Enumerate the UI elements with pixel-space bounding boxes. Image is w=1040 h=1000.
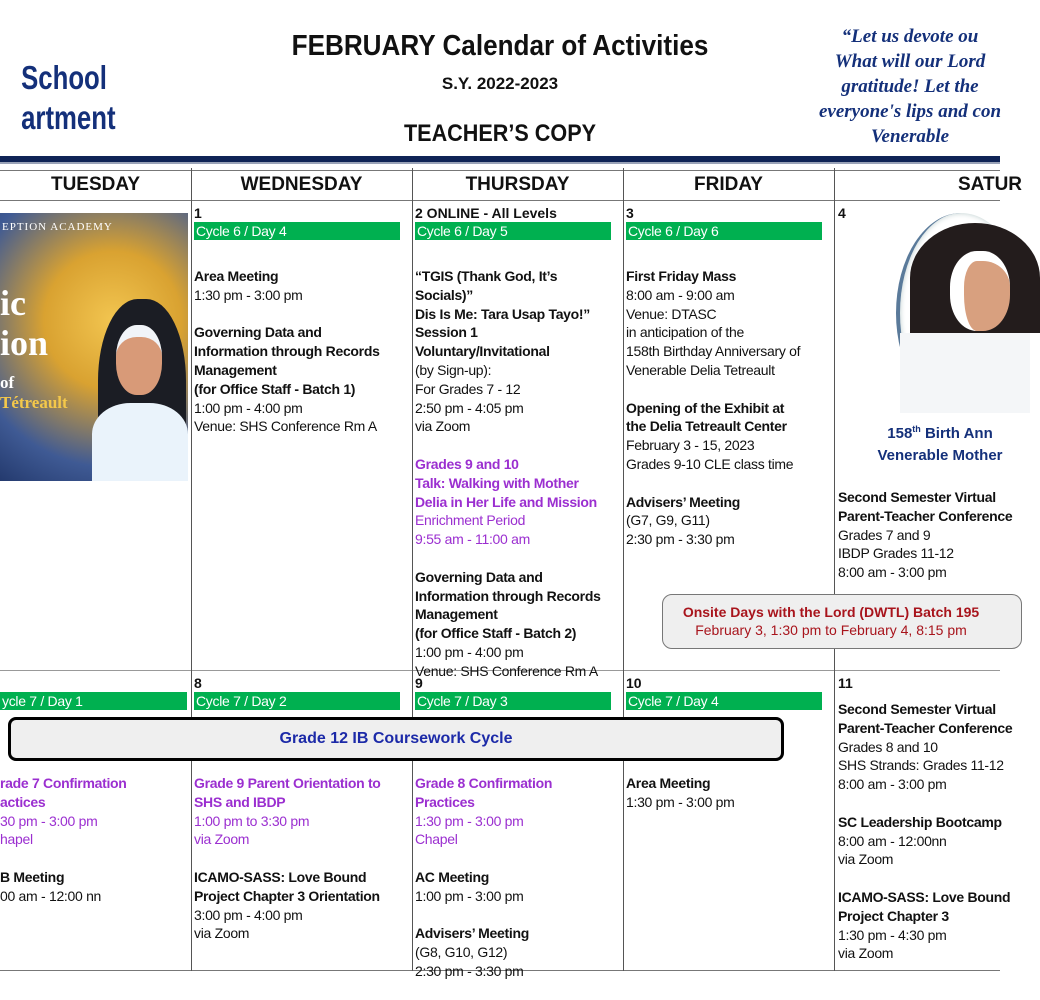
day-header-wednesday: WEDNESDAY <box>240 174 363 195</box>
day-header-friday: FRIDAY <box>694 174 763 195</box>
event-line: Advisers’ Meeting <box>415 925 529 942</box>
event-line: Area Meeting <box>194 268 279 284</box>
school-line: School <box>21 59 107 96</box>
event-line: (G8, G10, G12) <box>415 944 508 961</box>
event-line: 2:30 pm - 3:30 pm <box>626 531 735 548</box>
quote-line: What will our Lord <box>834 51 986 72</box>
event-line: (G7, G9, G11) <box>626 512 710 529</box>
quote-line: everyone's lips and con <box>818 101 1002 122</box>
event-line: “TGIS (Thank God, It’s <box>415 268 558 284</box>
event-line: 8:00 am - 3:00 pm <box>838 564 947 581</box>
day-header-tuesday: TUESDAY <box>50 174 141 195</box>
portrait-face <box>950 251 1010 331</box>
cycle-day-bar: Cycle 7 / Day 4 <box>626 692 822 710</box>
poster-sub-line: Tétreault <box>0 393 68 412</box>
event-line: Talk: Walking with Mother <box>415 474 579 491</box>
event-line: SHS Strands: Grades 11-12 <box>838 757 1004 774</box>
dwtl-banner <box>662 594 1022 649</box>
cycle-day-bar: Cycle 6 / Day 6 <box>626 222 822 240</box>
event-list <box>415 774 552 981</box>
birth-anniversary-caption <box>840 418 1040 467</box>
calendar-day-cell <box>194 204 410 435</box>
event-list <box>0 774 127 906</box>
grid-line <box>834 168 835 971</box>
event-line: First Friday Mass <box>626 268 737 284</box>
event-line: Opening of the Exhibit at <box>626 399 785 416</box>
event-line: 9:55 am - 11:00 am <box>415 531 530 548</box>
event-line: Venerable Delia Tetreault <box>626 361 775 378</box>
poster-school-name: EPTION ACADEMY <box>2 221 113 233</box>
event-line: Grades 9 and 10 <box>415 455 519 472</box>
event-line: Venue: SHS Conference Rm A <box>415 662 598 679</box>
poster-sub-line: of <box>0 373 15 392</box>
event-line: 1:00 pm - 4:00 pm <box>194 399 303 416</box>
event-line: 00 am - 12:00 nn <box>0 887 102 904</box>
copy-label: TEACHER’S COPY <box>403 120 597 147</box>
department-line: artment <box>21 99 116 136</box>
quote <box>780 24 1040 149</box>
day-number: 2 ONLINE - All Levels <box>415 205 557 221</box>
event-line: rade 7 Confirmation <box>0 775 127 791</box>
event-line: Delia in Her Life and Mission <box>415 493 597 510</box>
header-divider <box>0 156 1000 164</box>
poster-title-line: ic <box>0 283 26 323</box>
event-line: 158th Birthday Anniversary of <box>626 343 801 360</box>
event-line <box>838 794 1012 813</box>
quote-line: Venerable <box>870 126 950 147</box>
event-line: in anticipation of the <box>626 324 744 341</box>
event-line: 1:00 pm - 4:00 pm <box>415 643 524 660</box>
cycle-day-bar: ycle 7 / Day 1 <box>0 692 187 710</box>
event-line: SC Leadership Bootcamp <box>838 813 1002 830</box>
event-line: Grade 9 Parent Orientation to <box>194 775 381 791</box>
event-line <box>626 474 800 493</box>
event-line: Management <box>415 606 498 623</box>
day-number <box>0 674 200 692</box>
day-number: 10 <box>626 675 642 691</box>
event-line: (by Sign-up): <box>415 361 492 378</box>
event-list <box>194 774 381 943</box>
event-line: (for Office Staff - Batch 1) <box>194 380 356 397</box>
event-line: Governing Data and <box>415 568 543 585</box>
poster-subtitle <box>0 373 68 413</box>
cycle-day-bar: Cycle 6 / Day 5 <box>415 222 611 240</box>
day-number: 8 <box>194 675 202 691</box>
event-line: Grades 7 and 9 <box>838 526 931 543</box>
event-line: 30 pm - 3:00 pm <box>0 812 98 829</box>
event-line <box>626 380 800 399</box>
event-line: Management <box>194 361 277 378</box>
event-line: B Meeting <box>0 868 65 885</box>
event-line: Enrichment Period <box>415 512 526 529</box>
event-line: 2:50 pm - 4:05 pm <box>415 399 524 416</box>
event-line: Parent-Teacher Conference <box>838 507 1013 524</box>
grid-line <box>412 168 413 971</box>
event-line: Voluntary/Invitational <box>415 343 550 360</box>
event-line: hapel <box>0 831 33 848</box>
event-line: Governing Data and <box>194 324 322 341</box>
event-line: 1:30 pm - 4:30 pm <box>838 926 947 943</box>
event-line: Project Chapter 3 Orientation <box>194 887 380 904</box>
coursework-cycle-banner: Grade 12 IB Coursework Cycle <box>8 717 784 761</box>
cycle-day-bar: Cycle 7 / Day 2 <box>194 692 400 710</box>
event-line: Venue: SHS Conference Rm A <box>194 418 377 435</box>
event-line: via Zoom <box>838 851 894 868</box>
caption-ordinal: th <box>912 424 921 434</box>
cycle-day-bar: Cycle 6 / Day 4 <box>194 222 400 240</box>
page-title <box>230 30 770 63</box>
event-line: IBDP Grades 11-12 <box>838 545 954 562</box>
event-line: Second Semester Virtual <box>838 489 996 505</box>
event-line: Chapel <box>415 831 458 848</box>
dwtl-title: Onsite Days with the Lord (DWTL) Batch 195 <box>682 604 980 620</box>
day-number: 4 <box>838 205 846 221</box>
event-line: 8:00 am - 12:00nn <box>838 832 947 849</box>
title-rest: Calendar of Activities <box>435 30 709 62</box>
event-line: Information through Records <box>415 587 601 604</box>
portrait-wimple <box>900 333 1030 413</box>
school-department-logo-text <box>21 58 116 138</box>
grid-line <box>0 200 1000 201</box>
founder-portrait-oval <box>896 213 1026 413</box>
event-line: Practices <box>415 793 475 810</box>
event-line: 1:30 pm - 3:00 pm <box>415 812 524 829</box>
event-line: via Zoom <box>194 831 250 848</box>
portrait-face <box>116 325 162 395</box>
event-list <box>626 774 735 812</box>
event-line: ICAMO-SASS: Love Bound <box>194 868 367 885</box>
caption-text: Birth Ann <box>920 425 993 442</box>
caption-number: 158 <box>887 425 913 442</box>
event-line: Grade 8 Confirmation <box>415 775 553 791</box>
dwtl-dates: February 3, 1:30 pm to February 4, 8:15 pm <box>695 622 967 638</box>
day-number: 1 <box>194 205 202 221</box>
event-line: 2:30 pm - 3:30 pm <box>415 962 524 979</box>
event-line: Information through Records <box>194 343 380 360</box>
event-line: via Zoom <box>415 418 471 435</box>
calendar-day-cell <box>415 204 621 679</box>
event-line: Session 1 <box>415 324 478 341</box>
event-line: Advisers’ Meeting <box>626 493 740 510</box>
event-line: 1:30 pm - 3:00 pm <box>194 286 303 303</box>
event-line <box>415 549 601 568</box>
event-line <box>194 305 380 324</box>
event-line: AC Meeting <box>415 868 490 885</box>
day-header-saturday: SATUR <box>958 174 1023 195</box>
event-line <box>415 849 552 868</box>
event-line: the Delia Tetreault Center <box>626 418 787 435</box>
event-line: (for Office Staff - Batch 2) <box>415 625 577 642</box>
grid-line <box>623 168 624 971</box>
event-line <box>838 869 1012 888</box>
poster-title-line: ion <box>0 323 49 363</box>
calendar-day-cell <box>626 204 832 548</box>
event-line: 1:00 pm - 3:00 pm <box>415 887 524 904</box>
event-list <box>838 488 1012 582</box>
event-list <box>626 267 800 549</box>
event-list <box>415 267 601 681</box>
poster-title <box>0 283 48 363</box>
event-line: Second Semester Virtual <box>838 701 996 717</box>
event-line: Grades 8 and 10 <box>838 738 938 755</box>
event-list <box>194 267 380 436</box>
calendar-day-cell <box>838 674 1038 962</box>
event-line: 8:00 am - 9:00 am <box>626 286 735 303</box>
event-line: actices <box>0 793 46 810</box>
event-line: 1:30 pm - 3:00 pm <box>626 793 735 810</box>
event-line: Dis Is Me: Tara Usap Tayo!” <box>415 305 590 322</box>
event-line: Parent-Teacher Conference <box>838 719 1013 736</box>
event-line: 3:00 pm - 4:00 pm <box>194 906 303 923</box>
event-line: February 3 - 15, 2023 <box>626 437 755 454</box>
event-line: 8:00 am - 3:00 pm <box>838 776 947 793</box>
caption-line: Venerable Mother <box>877 447 1003 464</box>
portrait-wimple <box>92 403 188 481</box>
title-month: FEBRUARY <box>291 30 436 62</box>
event-line: ICAMO-SASS: Love Bound <box>838 888 1011 905</box>
day-number: 11 <box>838 675 853 691</box>
school-year: S.Y. 2022-2023 <box>441 74 559 93</box>
event-line: via Zoom <box>838 945 894 962</box>
cycle-day-bar: Cycle 7 / Day 3 <box>415 692 611 710</box>
quote-line: “Let us devote ou <box>841 26 979 47</box>
event-line: For Grades 7 - 12 <box>415 380 521 397</box>
day-header-thursday: THURSDAY <box>465 174 570 195</box>
event-list <box>838 700 1012 963</box>
event-line <box>194 849 381 868</box>
event-line <box>415 906 552 925</box>
event-line: Venue: DTASC <box>626 305 717 322</box>
event-line: Grades 9-10 CLE class time <box>626 455 794 472</box>
event-line <box>415 436 601 455</box>
event-line: SHS and IBDP <box>194 793 286 810</box>
founder-poster-image <box>0 213 188 481</box>
event-line: via Zoom <box>194 925 250 942</box>
event-line: Project Chapter 3 <box>838 907 949 924</box>
quote-line: gratitude! Let the <box>841 76 979 97</box>
event-line: Area Meeting <box>626 775 711 791</box>
day-number: 9 <box>415 675 423 691</box>
event-line: Socials)” <box>415 286 473 303</box>
grid-line <box>191 168 192 971</box>
day-number: 3 <box>626 205 634 221</box>
event-line <box>0 849 127 868</box>
event-line: 1:00 pm to 3:30 pm <box>194 812 310 829</box>
